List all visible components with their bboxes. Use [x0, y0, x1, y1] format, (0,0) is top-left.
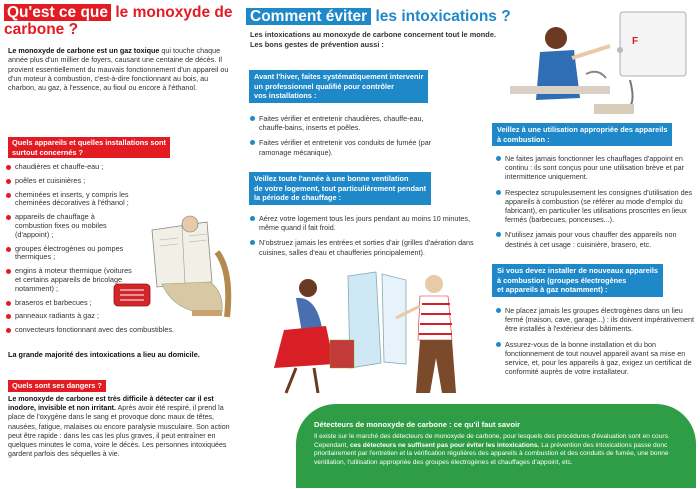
- list-item: panneaux radiants à gaz ;: [6, 312, 134, 321]
- appliances-heading-line2: surtout concernés ?: [12, 147, 84, 157]
- ventilation-illustration: [256, 268, 486, 398]
- left-intro-rest: qui touche chaque année plus d'un millier de foyers, causant une centaine de décès. Il provient essentiellement du mauvais fonctionnement d'un appareil ou d'un moteur à combustion, c'est-à-dire fonctionnant au bois, au charbon, au gaz, à l'essence, au fioul ou encore à l'éthanol.: [8, 46, 229, 93]
- usage-heading-line2: à combustion :: [497, 134, 550, 144]
- ventilation-heading: [249, 172, 431, 205]
- winter-heading-line1: Avant l'hiver, faites systématiquement intervenir: [254, 72, 424, 81]
- detectors-text-b: La prévention des intoxications passe donc prioritairement par l'entretien et la vérification régulières des appareils à combustion et des conduits de fumée, une bonne ventilation, l'utilisation appropriée des groupes électrogènes et chauffages d'appoint, etc.: [314, 441, 669, 466]
- ventilation-list: [250, 214, 480, 263]
- boiler-illustration: [510, 8, 696, 118]
- middle-intro-line2: Les bons gestes de prévention aussi :: [250, 39, 384, 49]
- list-item: N'utilisez jamais pour vous chauffer des appareils non destinés à cet usage : cuisinière, brasero, etc.: [496, 230, 694, 248]
- detectors-title: Détecteurs de monoxyde de carbone : ce qu'il faut savoir: [314, 420, 521, 429]
- list-item: poêles et cuisinières ;: [6, 177, 134, 186]
- list-item: chaudières et chauffe-eau ;: [6, 163, 134, 172]
- middle-title-highlight: Comment éviter: [246, 8, 371, 25]
- middle-intro-line1: Les intoxications au monoxyde de carbone concernent tout le monde.: [250, 30, 496, 39]
- detectors-text-bold: ces détecteurs ne suffisent pas pour éviter les intoxications.: [349, 441, 540, 449]
- detectors-text-a: Il existe sur le marché des détecteurs de monoxyde de carbone, pour lesquels des procédures d'évaluation sont en cours. Cependant,: [314, 433, 670, 449]
- middle-intro: [250, 30, 510, 49]
- dangers-text: [8, 395, 234, 459]
- usage-heading-line1: Veillez à une utilisation appropriée des appareils: [497, 125, 668, 134]
- list-item: Faites vérifier et entretenir chaudières, chauffe-eau, chauffe-bains, inserts et poêles.: [250, 114, 440, 132]
- reading-man-illustration: [112, 212, 237, 322]
- left-title: [4, 4, 236, 38]
- list-item: braseros et barbecues ;: [6, 299, 134, 308]
- list-item: appareils de chauffage à combustion fixes ou mobiles (d'appoint) ;: [6, 213, 134, 239]
- ventilation-heading-line1: Veillez toute l'année à une bonne ventilation: [254, 174, 409, 183]
- dangers-bold: Le monoxyde de carbone est très difficile à détecter car il est inodore, invisible et non irritant.: [8, 395, 214, 413]
- install-heading-line3: et appareils à gaz notamment) :: [497, 285, 608, 295]
- winter-heading-line2: un professionnel qualifié pour contrôler: [254, 81, 395, 91]
- usage-list: [496, 154, 694, 255]
- install-heading-line2: à combustion (groupes électrogènes: [497, 275, 627, 285]
- appliances-heading-line1: Quels appareils et quelles installations sont: [12, 138, 167, 147]
- middle-title: [246, 8, 511, 26]
- detectors-box: [296, 404, 696, 488]
- boiler-label: F: [632, 36, 639, 47]
- usage-heading: [492, 123, 672, 146]
- dangers-heading: Quels sont ses dangers ?: [8, 380, 106, 392]
- list-item: Aérez votre logement tous les jours pendant au moins 10 minutes, même quand il fait froid.: [250, 214, 480, 232]
- left-intro: [8, 46, 234, 92]
- list-item: Faites vérifier et entretenir vos conduits de fumée (par ramonage mécanique).: [250, 138, 440, 156]
- install-list: [496, 306, 694, 382]
- list-item: engins à moteur thermique (voitures et certains appareils de bricolage notamment) ;: [6, 267, 134, 293]
- detectors-text: [314, 433, 682, 467]
- list-item: cheminées et inserts, y compris les cheminées décoratives à l'éthanol ;: [6, 191, 134, 209]
- winter-list: [250, 114, 440, 163]
- ventilation-heading-line3: la période de chauffage :: [254, 193, 342, 203]
- summary-text: La grande majorité des intoxications a lieu au domicile.: [8, 350, 200, 359]
- list-item: Ne placez jamais les groupes électrogènes dans un lieu fermé (maison, cave, garage...) : ils doivent impérativement être installés à l'extérieur des bâtiments.: [496, 306, 694, 334]
- left-column: [0, 0, 240, 489]
- left-title-rest: le monoxyde de carbone ?: [4, 4, 233, 38]
- list-item: groupes électrogènes ou pompes thermiques ;: [6, 245, 134, 263]
- winter-heading-line3: vos installations :: [254, 91, 317, 101]
- install-heading: [492, 264, 663, 297]
- install-heading-line1: Si vous devez installer de nouveaux appareils: [497, 266, 659, 275]
- appliances-heading: [8, 137, 170, 158]
- dangers-rest: Après avoir été respiré, il prend la place de l'oxygène dans le sang et provoque donc maux de têtes, nausées, fatigue, malaises ou encore paralysie musculaire. Son action peut être rapide : dans les cas les plus graves, il peut entraîner en quelques minutes le coma, voire le décès. Les personnes intoxiquées gardent parfois des séquelles à vie.: [8, 404, 230, 459]
- middle-title-rest: les intoxications ?: [371, 8, 511, 25]
- list-item: Ne faites jamais fonctionner les chauffages d'appoint en continu : ils sont conçus pour une utilisation brève et par intermittence uniquement.: [496, 154, 694, 182]
- list-item: Respectez scrupuleusement les consignes d'utilisation des appareils à combustion (se référer au mode d'emploi du fabricant), en particulier les utilisations proscrites en lieux fermés (barbecues, ponceuses...).: [496, 188, 694, 225]
- left-intro-bold: Le monoxyde de carbone est un gaz toxique: [8, 46, 160, 55]
- left-title-highlight: Qu'est ce que: [4, 4, 111, 21]
- list-item: convecteurs fonctionnant avec des combustibles.: [6, 326, 236, 335]
- ventilation-heading-line2: de votre logement, tout particulièrement pendant: [254, 183, 427, 193]
- winter-heading: [249, 70, 428, 103]
- list-item: Assurez-vous de la bonne installation et du bon fonctionnement de tout nouvel appareil avant sa mise en service, et, pour les appareils à gaz, exigez un certificat de conformité auprès de votre installateur.: [496, 340, 694, 377]
- list-item: N'obstruez jamais les entrées et sorties d'air (grilles d'aération dans cuisines, salles d'eau et chaufferies principalement).: [250, 238, 480, 256]
